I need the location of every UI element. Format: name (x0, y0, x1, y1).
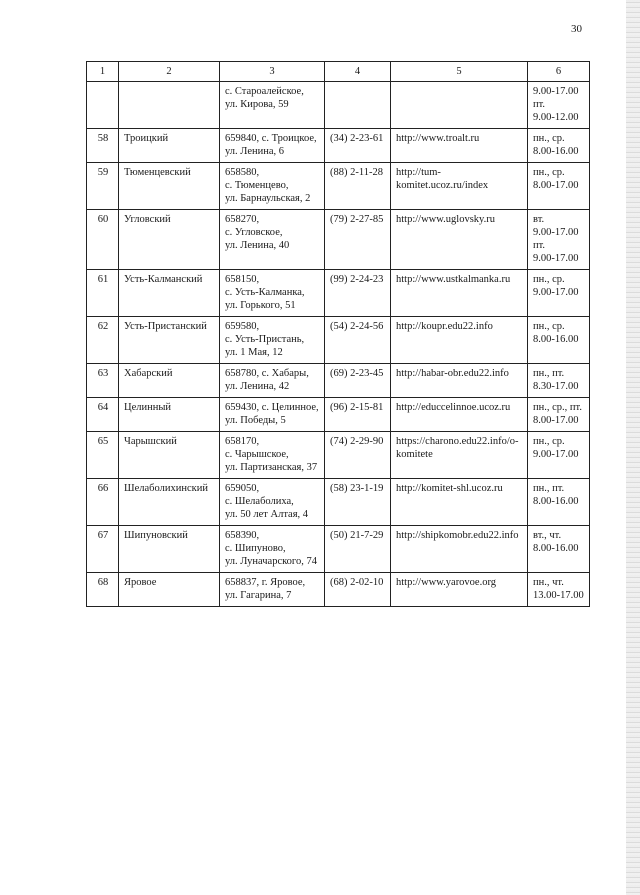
hours-cell: вт., чт. 8.00-16.00 (528, 526, 590, 573)
district-name-cell: Чарышский (119, 432, 220, 479)
district-name-cell: Троицкий (119, 129, 220, 163)
phone-cell: (69) 2-23-45 (325, 364, 391, 398)
district-name-cell: Шипуновский (119, 526, 220, 573)
column-header: 6 (528, 62, 590, 82)
hours-cell: пн., пт. 8.00-16.00 (528, 479, 590, 526)
table-row (87, 317, 590, 364)
phone-cell: (88) 2-11-28 (325, 163, 391, 210)
hours-cell: вт. 9.00-17.00 пт. 9.00-17.00 (528, 210, 590, 270)
hours-cell: пн., ср. 9.00-17.00 (528, 432, 590, 479)
phone-cell: (74) 2-29-90 (325, 432, 391, 479)
municipal-committees-table (86, 61, 590, 607)
phone-cell: (54) 2-24-56 (325, 317, 391, 364)
row-number-cell: 58 (87, 129, 119, 163)
address-cell: 659430, с. Целинное, ул. Победы, 5 (220, 398, 325, 432)
website-cell: http://www.uglovsky.ru (391, 210, 528, 270)
district-name-cell: Усть-Калманский (119, 270, 220, 317)
row-number-cell: 63 (87, 364, 119, 398)
hours-cell: 9.00-17.00 пт. 9.00-12.00 (528, 82, 590, 129)
district-name-cell: Угловский (119, 210, 220, 270)
hours-cell: пн., ср. 9.00-17.00 (528, 270, 590, 317)
hours-cell: пн., ср. 8.00-16.00 (528, 317, 590, 364)
website-cell: http://koupr.edu22.info (391, 317, 528, 364)
address-cell: 658580, с. Тюменцево, ул. Барнаульская, 2 (220, 163, 325, 210)
hours-cell: пн., ср., пт. 8.00-17.00 (528, 398, 590, 432)
district-name-cell: Яровое (119, 573, 220, 607)
page-number: 30 (571, 23, 582, 35)
website-cell: http://www.ustkalmanka.ru (391, 270, 528, 317)
address-cell: 658270, с. Угловское, ул. Ленина, 40 (220, 210, 325, 270)
row-number-cell: 60 (87, 210, 119, 270)
phone-cell: (34) 2-23-61 (325, 129, 391, 163)
phone-cell (325, 82, 391, 129)
row-number-cell: 68 (87, 573, 119, 607)
column-header: 3 (220, 62, 325, 82)
row-number-cell: 61 (87, 270, 119, 317)
column-header: 5 (391, 62, 528, 82)
hours-cell: пн., чт. 13.00-17.00 (528, 573, 590, 607)
table-row (87, 432, 590, 479)
district-name-cell: Целинный (119, 398, 220, 432)
district-name-cell: Тюменцевский (119, 163, 220, 210)
column-number-header-row (87, 62, 590, 82)
address-cell: 658390, с. Шипуново, ул. Луначарского, 74 (220, 526, 325, 573)
phone-cell: (96) 2-15-81 (325, 398, 391, 432)
table-row (87, 573, 590, 607)
table-row (87, 526, 590, 573)
row-number-cell: 65 (87, 432, 119, 479)
table-row (87, 210, 590, 270)
row-number-cell: 66 (87, 479, 119, 526)
phone-cell: (99) 2-24-23 (325, 270, 391, 317)
table-row (87, 398, 590, 432)
address-cell: 659050, с. Шелаболиха, ул. 50 лет Алтая, 4 (220, 479, 325, 526)
website-cell: http://habar-obr.edu22.info (391, 364, 528, 398)
hours-cell: пн., ср. 8.00-17.00 (528, 163, 590, 210)
row-number-cell: 67 (87, 526, 119, 573)
address-cell: 658837, г. Яровое, ул. Гагарина, 7 (220, 573, 325, 607)
row-number-cell: 59 (87, 163, 119, 210)
website-cell: http://www.troalt.ru (391, 129, 528, 163)
address-cell: 658150, с. Усть-Калманка, ул. Горького, 51 (220, 270, 325, 317)
address-cell: 658170, с. Чарышское, ул. Партизанская, 37 (220, 432, 325, 479)
district-name-cell: Усть-Пристанский (119, 317, 220, 364)
district-name-cell (119, 82, 220, 129)
table-row (87, 163, 590, 210)
scan-edge-texture (626, 0, 640, 895)
website-cell: http://www.yarovoe.org (391, 573, 528, 607)
phone-cell: (79) 2-27-85 (325, 210, 391, 270)
website-cell: http://tum- komitet.ucoz.ru/index (391, 163, 528, 210)
address-cell: 659580, с. Усть-Пристань, ул. 1 Мая, 12 (220, 317, 325, 364)
row-number-cell: 64 (87, 398, 119, 432)
table-row (87, 129, 590, 163)
table-row-continuation (87, 82, 590, 129)
website-cell (391, 82, 528, 129)
column-header: 2 (119, 62, 220, 82)
column-header: 1 (87, 62, 119, 82)
table-row (87, 270, 590, 317)
table-row (87, 479, 590, 526)
address-cell: с. Староалейское, ул. Кирова, 59 (220, 82, 325, 129)
website-cell: http://shipkomobr.edu22.info (391, 526, 528, 573)
row-number-cell (87, 82, 119, 129)
phone-cell: (68) 2-02-10 (325, 573, 391, 607)
address-cell: 659840, с. Троицкое, ул. Ленина, 6 (220, 129, 325, 163)
phone-cell: (50) 21-7-29 (325, 526, 391, 573)
address-cell: 658780, с. Хабары, ул. Ленина, 42 (220, 364, 325, 398)
hours-cell: пн., пт. 8.30-17.00 (528, 364, 590, 398)
website-cell: http://educcelinnoe.ucoz.ru (391, 398, 528, 432)
website-cell: https://charono.edu22.info/o- komitete (391, 432, 528, 479)
table-row (87, 364, 590, 398)
website-cell: http://komitet-shl.ucoz.ru (391, 479, 528, 526)
column-header: 4 (325, 62, 391, 82)
hours-cell: пн., ср. 8.00-16.00 (528, 129, 590, 163)
row-number-cell: 62 (87, 317, 119, 364)
district-name-cell: Шелаболихинский (119, 479, 220, 526)
district-name-cell: Хабарский (119, 364, 220, 398)
phone-cell: (58) 23-1-19 (325, 479, 391, 526)
